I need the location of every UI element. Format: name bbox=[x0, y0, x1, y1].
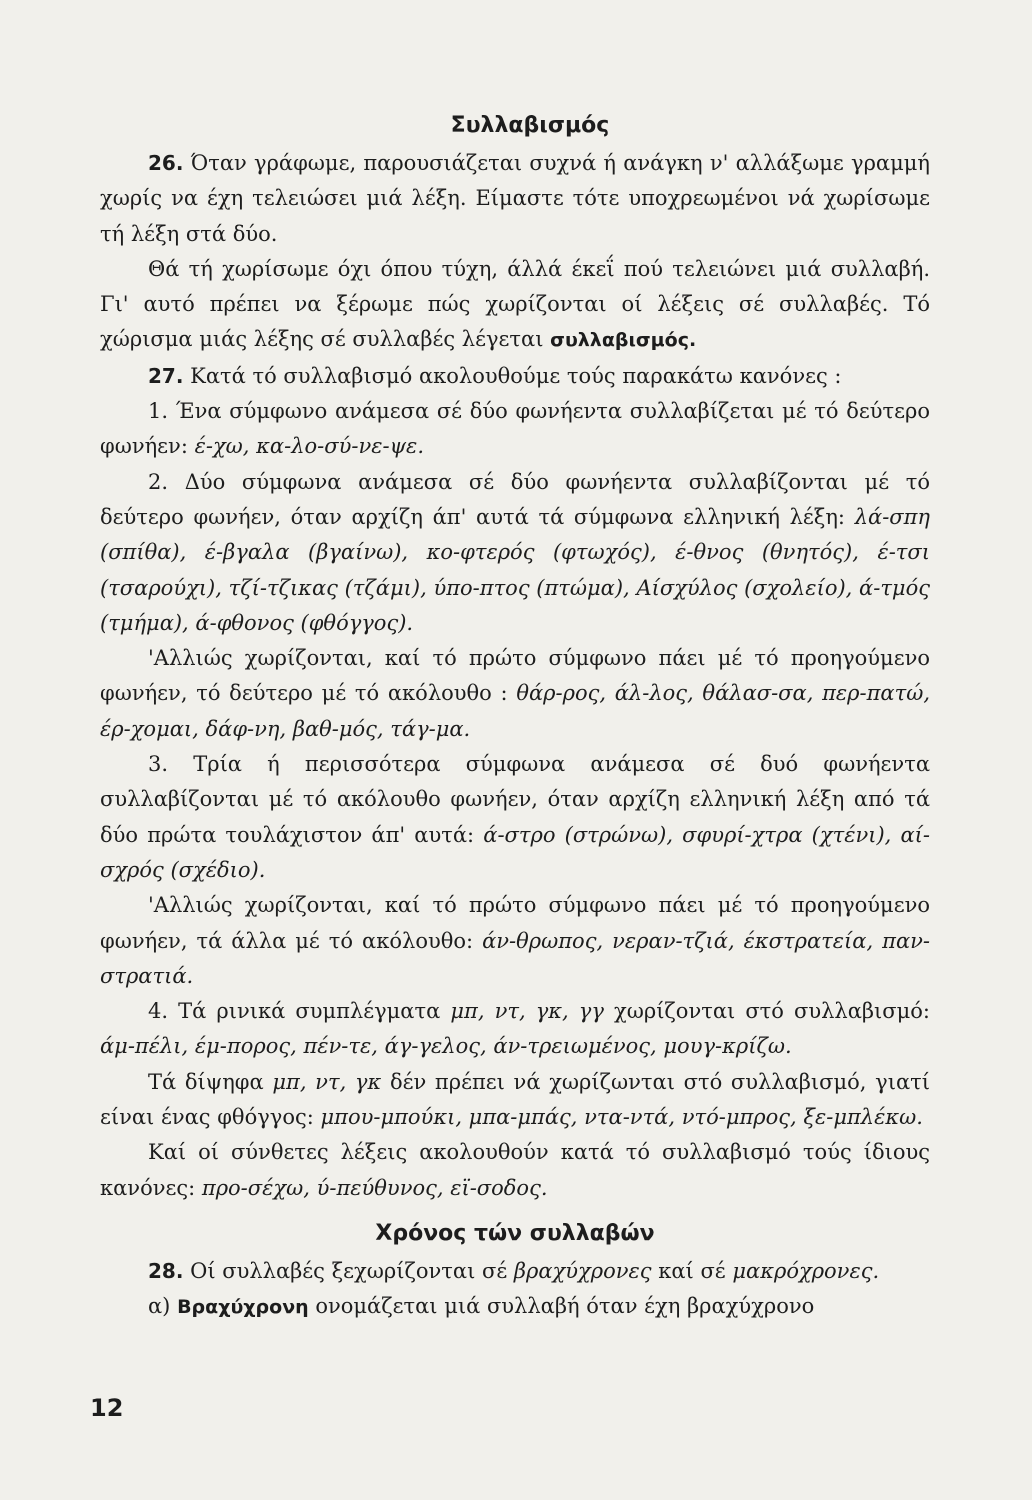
page-number: 12 bbox=[90, 1394, 124, 1422]
rule-2 bbox=[100, 465, 930, 641]
paragraph-27-text: Κατά τό συλλαβισμό ακολουθούμε τούς παρακάτω κανόνες : bbox=[190, 363, 842, 388]
paragraph-28-long: μακρόχρονες. bbox=[732, 1258, 880, 1283]
rule-1-text: 1. Ένα σύμφωνο ανάμεσα σέ δύο φωνήεντα συλλαβίζεται μέ τό δεύτερο φωνήεν: bbox=[100, 399, 930, 459]
rule-3-examples: ά-στρο (στρώνω), σφυρί-χτρα (χτένι), αί-σχρός (σχέδιο). bbox=[100, 822, 930, 882]
rule-3-otherwise bbox=[100, 888, 930, 994]
rule-4-digraphs-text-2: δέν πρέπει νά χωρίζωνται στό συλλαβισμό, γιατί είναι ένας φθόγγος: bbox=[100, 1069, 930, 1130]
rule-compound-words-examples: προ-σέχω, ύ-πεύθυνος, εϊ-σοδος. bbox=[201, 1175, 548, 1200]
paragraph-28 bbox=[100, 1254, 930, 1289]
paragraph-number-27: 27. bbox=[148, 363, 184, 388]
rule-4-text-2: χωρίζονται στό συλλαβισμό: bbox=[614, 999, 930, 1024]
rule-compound-words bbox=[100, 1135, 930, 1206]
rule-4-digraphs-list: μπ, ντ, γκ bbox=[272, 1069, 382, 1094]
paragraph-28a-text: ονομάζεται μιά συλλαβή όταν έχη βραχύχρονο bbox=[315, 1294, 815, 1319]
rule-4-text: 4. Τά ρινικά συμπλέγματα bbox=[148, 999, 441, 1024]
paragraph-28-text: Οί συλλαβές ξεχωρίζονται σέ bbox=[190, 1258, 508, 1283]
rule-3-otherwise-text: 'Αλλιώς χωρίζονται, καί τό πρώτο σύμφωνο πάει μέ τό προηγούμενο φωνήεν, τά άλλα μέ τό ακόλουθο: bbox=[100, 893, 930, 953]
page-content bbox=[100, 106, 930, 1326]
paragraph-27 bbox=[100, 359, 930, 394]
rule-2-examples: λά-σπη (σπίθα), έ-βγαλα (βγαίνω), κο-φτερός (φτωχός), έ-θνος (θνητός), έ-τσι (τσαρούχι), τζί-τζικας (τζάμι), ύπο-πτος (πτώμα), Αίσχύλος (σχολείο), ά-τμός (τμήμα), ά-φθονος (φθόγγος). bbox=[100, 504, 931, 635]
term-syllabification: συλλαβισμός. bbox=[550, 329, 697, 352]
paragraph-26b-text: Θά τή χωρίσωμε όχι όπου τύχη, άλλά έκεΐ πού τελειώνει μιά συλλαβή. Γι' αυτό πρέπει να ξέρωμε πώς χωρίζονται οί λέξεις σέ συλλαβές. Τό χώρισμα μιάς λέξης σέ συλλαβές λέγεται bbox=[100, 256, 930, 352]
paragraph-28-mid: καί σέ bbox=[658, 1258, 726, 1283]
section-heading-syllabification: Συλλαβισμός bbox=[450, 113, 610, 138]
rule-2-otherwise-text: 'Αλλιώς χωρίζονται, καί τό πρώτο σύμφωνο πάει μέ τό προηγούμενο φωνήεν, τό δεύτερο μέ τό ακόλουθο : bbox=[100, 646, 930, 706]
paragraph-26b bbox=[100, 252, 930, 359]
rule-4-digraphs-text: Τά δίψηφα bbox=[148, 1069, 264, 1094]
paragraph-number-26: 26. bbox=[148, 151, 184, 175]
term-short-syllable: Βραχύχρονη bbox=[177, 1296, 309, 1319]
rule-1 bbox=[100, 394, 930, 465]
rule-compound-words-text: Καί οί σύνθετες λέξεις ακολουθούν κατά τό συλλαβισμό τούς ίδιους κανόνες: bbox=[100, 1140, 930, 1200]
rule-4-digraphs bbox=[100, 1065, 930, 1136]
paragraph-28a bbox=[100, 1289, 930, 1325]
rule-4-digraphs-examples: μπου-μπούκι, μπα-μπάς, ντα-ντά, ντό-μπρος, ξε-μπλέκω. bbox=[320, 1105, 923, 1130]
rule-4-clusters: μπ, ντ, γκ, γγ bbox=[450, 999, 604, 1024]
rule-2-text: 2. Δύο σύμφωνα ανάμεσα σέ δύο φωνήεντα συλλαβίζονται μέ τό δεύτερο φωνήεν, όταν αρχίζη άπ' αυτά τά σύμφωνα ελληνική λέξη: bbox=[100, 469, 930, 529]
paragraph-26-text: Όταν γράφωμε, παρουσιάζεται συχνά ή ανάγκη ν' αλλάξωμε γραμμή χωρίς να έχη τελειώσει μιά λέξη. Είμαστε τότε υποχρεωμένοι νά χωρίσωμε τή λέξη στά δύο. bbox=[100, 151, 930, 246]
paragraph-28a-label: α) bbox=[148, 1294, 171, 1319]
rule-4 bbox=[100, 994, 930, 1065]
rule-2-otherwise-examples: θάρ-ρος, άλ-λος, θάλασ-σα, περ-πατώ, έρ-χομαι, δάφ-νη, βαθ-μός, τάγ-μα. bbox=[100, 681, 930, 741]
rule-4-examples: άμ-πέλι, έμ-πορος, πέν-τε, άγ-γελος, άν-τρειωμένος, μουγ-κρίζω. bbox=[100, 1034, 792, 1059]
paragraph-26 bbox=[100, 146, 930, 252]
section-heading-syllable-length: Χρόνος τών συλλαβών bbox=[375, 1220, 655, 1246]
rule-2-otherwise bbox=[100, 641, 930, 747]
rule-1-examples: έ-χω, κα-λο-σύ-νε-ψε. bbox=[194, 434, 424, 459]
paragraph-number-28: 28. bbox=[148, 1258, 184, 1283]
paragraph-28-short: βραχύχρονες bbox=[513, 1258, 652, 1283]
rule-3-text: 3. Τρία ή περισσότερα σύμφωνα ανάμεσα σέ δυό φωνήεντα συλλαβίζονται μέ τό ακόλουθο φωνήεν, όταν αρχίζη ελληνική λέξη από τά δύο πρώτα τουλάχιστον άπ' αυτά: bbox=[100, 752, 930, 847]
rule-3 bbox=[100, 747, 930, 888]
rule-3-otherwise-examples: άν-θρωπος, νεραν-τζιά, έκστρατεία, παν-στρατιά. bbox=[100, 928, 930, 988]
